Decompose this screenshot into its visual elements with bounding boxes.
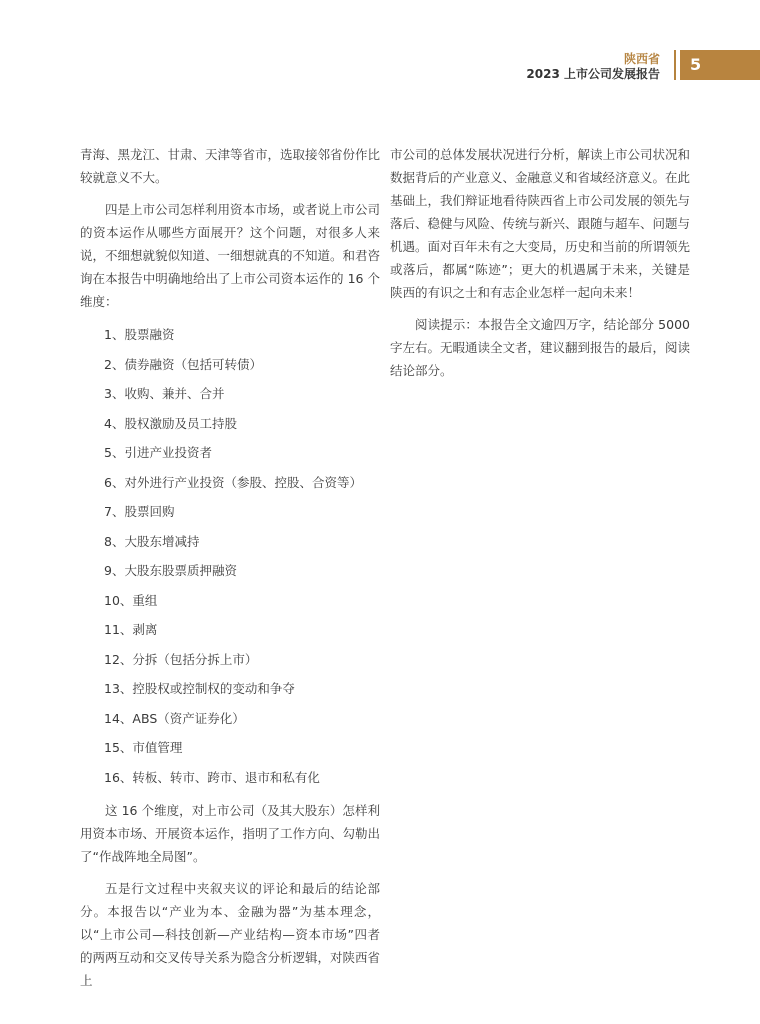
list-item: 16、转板、转市、跨市、退市和私有化 [104, 769, 320, 785]
dimension-list [80, 323, 380, 795]
right-column [390, 143, 690, 391]
header-title: 2023 上市公司发展报告 [526, 67, 660, 81]
header-region: 陕西省 [623, 52, 660, 66]
list-item: 2、债券融资（包括可转债） [104, 356, 262, 372]
paragraph: 五是行文过程中夹叙夹议的评论和最后的结论部分。本报告以“产业为本、金融为器”为基本理念，以“上市公司—科技创新—产业结构—资本市场”四者的两两互动和交叉传导关系为隐含分析逻辑，对陕西省上 [80, 881, 381, 988]
list-item: 4、股权激励及员工持股 [104, 415, 237, 431]
list-item: 10、重组 [104, 592, 158, 608]
list-item: 8、大股东增减持 [104, 533, 200, 549]
reading-tip: 阅读提示：本报告全文逾四万字，结论部分 5000 字左右。无暇通读全文者，建议翻到报告的最后，阅读结论部分。 [390, 317, 691, 378]
list-item: 7、股票回购 [104, 504, 175, 519]
list-item: 3、收购、兼并、合并 [104, 386, 225, 401]
list-item: 9、大股东股票质押融资 [104, 563, 237, 578]
paragraph: 这 16 个维度，对上市公司（及其大股东）怎样利用资本市场、开展资本运作，指明了工作方向、勾勒出了“作战阵地全局图”。 [80, 803, 381, 864]
header-divider [674, 50, 676, 80]
list-item: 14、ABS（资产证券化） [104, 710, 245, 726]
list-item: 12、分拆（包括分拆上市） [104, 651, 258, 667]
page-number: 5 [680, 50, 760, 80]
paragraph: 四是上市公司怎样利用资本市场，或者说上市公司的资本运作从哪些方面展开？这个问题，对很多人来说，不细想就貌似知道、一细想就真的不知道。和君咨询在本报告中明确地给出了上市公司资本运作的 16 个维度： [80, 202, 381, 309]
list-item: 6、对外进行产业投资（参股、控股、合资等） [104, 474, 362, 490]
list-item: 11、剥离 [104, 622, 158, 637]
list-item: 5、引进产业投资者 [104, 445, 212, 460]
list-item: 1、股票融资 [104, 327, 175, 342]
page-header [0, 0, 760, 100]
paragraph: 市公司的总体发展状况进行分析，解读上市公司状况和数据背后的产业意义、金融意义和省域经济意义。在此基础上，我们辩证地看待陕西省上市公司发展的领先与落后、稳健与风险、传统与新兴、跟随与超车、问题与机遇。面对百年未有之大变局，历史和当前的所谓领先或落后，都属“陈迹”；更大的机遇属于未来，关键是陕西的有识之士和有志企业怎样一起向未来！ [390, 147, 691, 300]
list-item: 15、市值管理 [104, 740, 183, 755]
list-item: 13、控股权或控制权的变动和争夺 [104, 681, 295, 696]
paragraph: 青海、黑龙江、甘肃、天津等省市，选取接邻省份作比较就意义不大。 [80, 147, 381, 185]
left-column [80, 143, 380, 1001]
